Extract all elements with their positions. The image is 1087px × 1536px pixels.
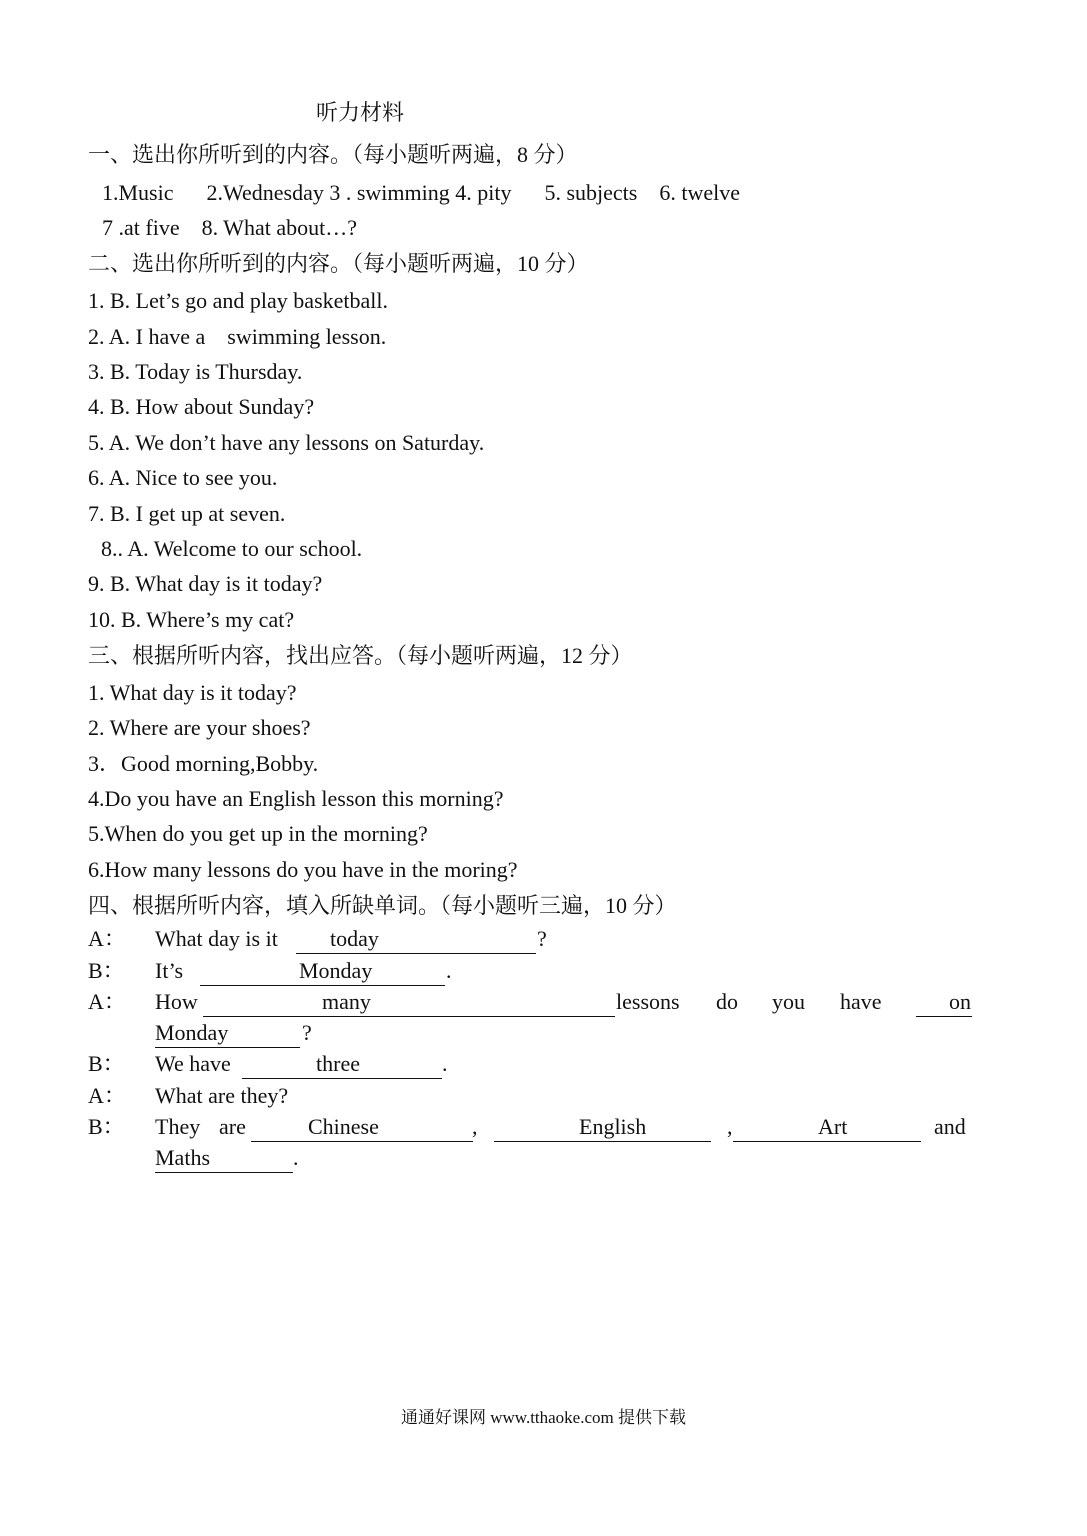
answer-blank bbox=[200, 957, 445, 986]
page-title: 听力材料 bbox=[316, 100, 405, 125]
answer-text: Maths bbox=[155, 1145, 210, 1170]
list-item: 3. B. Today is Thursday. bbox=[88, 359, 303, 384]
dialogue-word: and bbox=[934, 1114, 966, 1139]
section-1-line-2: 7 .at five 8. What about…? bbox=[102, 215, 357, 240]
speaker-label-a: A： bbox=[88, 989, 126, 1014]
dialogue-word: They bbox=[155, 1114, 201, 1139]
dialogue-word: lessons bbox=[616, 989, 680, 1014]
dialogue-text: What day is it bbox=[155, 926, 278, 951]
list-item: 5. A. We don’t have any lessons on Saturday. bbox=[88, 430, 485, 455]
list-item: 5.When do you get up in the morning? bbox=[88, 821, 428, 846]
answer-blank bbox=[251, 1113, 473, 1142]
answer-blank bbox=[155, 1019, 300, 1048]
list-item: 1. B. Let’s go and play basketball. bbox=[88, 288, 388, 313]
list-item: 4.Do you have an English lesson this morning? bbox=[88, 786, 504, 811]
answer-blank bbox=[155, 1144, 293, 1173]
dialogue-text: What are they? bbox=[155, 1083, 289, 1108]
answer-text: Monday bbox=[155, 1020, 229, 1045]
footer-source: 通通好课网 www.tthaoke.com 提供下载 bbox=[400, 1408, 687, 1427]
list-item: 2. Where are your shoes? bbox=[88, 715, 311, 740]
answer-blank bbox=[242, 1050, 442, 1079]
list-item: 6.How many lessons do you have in the moring? bbox=[88, 857, 518, 882]
answer-text: three bbox=[316, 1051, 360, 1076]
list-item: 1. What day is it today? bbox=[88, 680, 297, 705]
speaker-label-a: A： bbox=[88, 1083, 126, 1108]
answer-blank bbox=[916, 988, 972, 1017]
speaker-label-a: A： bbox=[88, 926, 126, 951]
section-1-line-1: 1.Music 2.Wednesday 3 . swimming 4. pity 5. subjects 6. twelve bbox=[102, 180, 740, 205]
section-1-heading: 一、选出你所听到的内容。（每小题听两遍，8 分） bbox=[88, 142, 578, 167]
list-item: 3．Good morning,Bobby. bbox=[88, 751, 319, 776]
speaker-label-b: B： bbox=[88, 1114, 125, 1139]
list-item: 8.. A. Welcome to our school. bbox=[101, 536, 363, 561]
speaker-label-b: B： bbox=[88, 1051, 125, 1076]
list-item: 2. A. I have a swimming lesson. bbox=[88, 324, 387, 349]
answer-text: Monday bbox=[299, 958, 373, 983]
list-item: 9. B. What day is it today? bbox=[88, 571, 323, 596]
punctuation: , bbox=[727, 1114, 733, 1139]
dialogue-word: How bbox=[155, 989, 198, 1014]
section-2-heading: 二、选出你所听到的内容。（每小题听两遍，10 分） bbox=[88, 251, 589, 276]
answer-text: today bbox=[330, 926, 379, 951]
answer-text: Chinese bbox=[308, 1114, 379, 1139]
list-item: 4. B. How about Sunday? bbox=[88, 394, 315, 419]
section-4-heading: 四、根据所听内容，填入所缺单词。（每小题听三遍，10 分） bbox=[88, 893, 677, 918]
punctuation: ? bbox=[537, 926, 547, 951]
answer-text: English bbox=[579, 1114, 647, 1139]
list-item: 10. B. Where’s my cat? bbox=[88, 607, 295, 632]
dialogue-word: you bbox=[772, 989, 805, 1014]
dialogue-word: are bbox=[219, 1114, 246, 1139]
dialogue-word: do bbox=[716, 989, 738, 1014]
list-item: 6. A. Nice to see you. bbox=[88, 465, 278, 490]
section-3-heading: 三、根据所听内容，找出应答。（每小题听两遍，12 分） bbox=[88, 643, 633, 668]
speaker-label-b: B： bbox=[88, 958, 125, 983]
punctuation: . bbox=[293, 1145, 299, 1170]
dialogue-text: We have bbox=[155, 1051, 231, 1076]
answer-blank bbox=[494, 1113, 711, 1142]
punctuation: . bbox=[442, 1051, 448, 1076]
answer-text: Art bbox=[818, 1114, 848, 1139]
punctuation: . bbox=[446, 958, 452, 983]
answer-blank bbox=[733, 1113, 921, 1142]
punctuation: ? bbox=[302, 1020, 312, 1045]
punctuation: , bbox=[472, 1114, 478, 1139]
answer-text: many bbox=[322, 989, 371, 1014]
answer-blank bbox=[203, 988, 615, 1017]
dialogue-text: It’s bbox=[155, 958, 184, 983]
list-item: 7. B. I get up at seven. bbox=[88, 501, 286, 526]
answer-text: on bbox=[949, 989, 971, 1014]
answer-blank bbox=[296, 925, 536, 954]
dialogue-word: have bbox=[840, 989, 882, 1014]
